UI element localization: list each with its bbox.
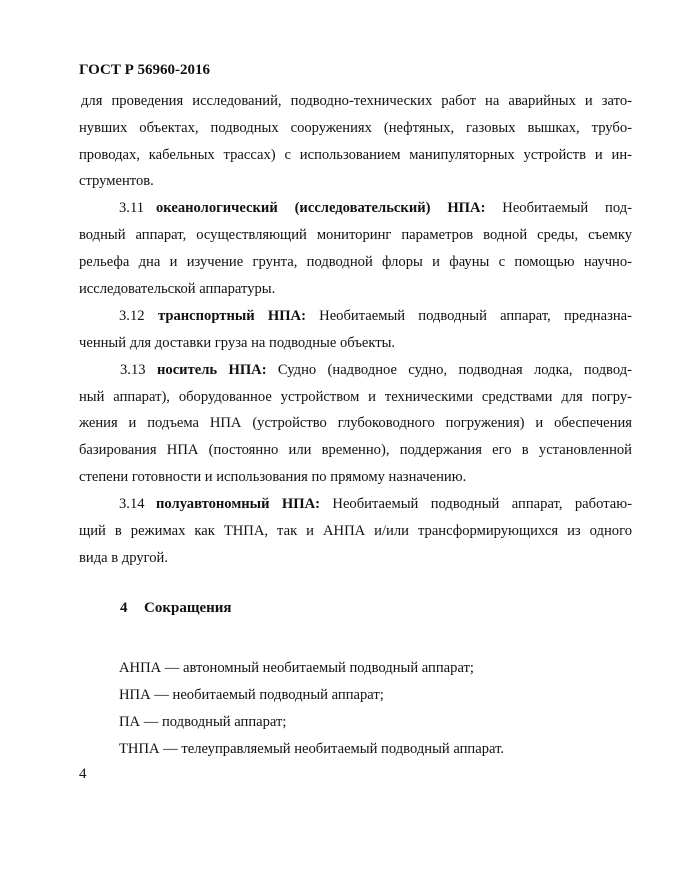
section-number: 4	[120, 600, 128, 616]
paragraph-line: водный аппарат, осуществляющий мониторинг параметров водной среды, съемку	[79, 227, 632, 243]
definition-3-14	[119, 495, 632, 513]
paragraph-line: для проведения исследований, подводно-технических работ на аварийных и зато-	[81, 93, 632, 109]
paragraph-line: нувших объектах, подводных сооружениях (нефтяных, газовых вышках, трубо-	[79, 120, 632, 136]
abbreviation-item: ТНПА — телеуправляемый необитаемый подводный аппарат.	[119, 741, 505, 757]
definition-first-line	[157, 361, 632, 379]
paragraph-line: исследовательской аппаратуры.	[79, 281, 276, 297]
paragraph-line: базирования НПА (постоянно или временно), поддержания его в установленной	[79, 442, 632, 458]
paragraph-line: щий в режимах как ТНПА, так и АНПА и/или трансформирующихся из одного	[79, 523, 632, 539]
abbreviation-item: ПА — подводный аппарат;	[119, 714, 287, 730]
definition-3-13	[120, 361, 632, 379]
section-heading	[120, 600, 232, 617]
paragraph-line: вида в другой.	[79, 550, 168, 566]
document-header: ГОСТ Р 56960-2016	[79, 62, 211, 78]
clause-number: 3.14	[119, 496, 145, 512]
defined-term: носитель НПА:	[157, 362, 267, 378]
clause-number: 3.13	[120, 362, 146, 378]
definition-first-line	[158, 307, 632, 325]
definition-first-line	[156, 495, 632, 513]
definition-text: Необитаемый подводный аппарат, предназна-	[305, 308, 632, 324]
paragraph-line: ный аппарат), оборудованное устройством и техническими средствами для погру-	[79, 389, 632, 405]
clause-number: 3.12	[119, 308, 145, 324]
definition-3-11	[119, 199, 632, 217]
abbreviation-item: НПА — необитаемый подводный аппарат;	[119, 687, 384, 703]
clause-number: 3.11	[119, 200, 144, 216]
section-title: Сокращения	[144, 600, 232, 616]
definition-text: Судно (надводное судно, подводная лодка, подвод-	[266, 362, 632, 378]
defined-term: транспортный НПА:	[158, 308, 306, 324]
defined-term: полуавтономный НПА:	[156, 496, 320, 512]
paragraph-line: струментов.	[79, 173, 154, 189]
definition-first-line	[156, 199, 632, 217]
definition-3-12	[119, 307, 632, 325]
paragraph-line: проводах, кабельных трассах) с использованием манипуляторных устройств и ин-	[79, 147, 632, 163]
defined-term: океанологический (исследовательский) НПА:	[156, 200, 486, 216]
definition-text: Необитаемый под-	[485, 200, 632, 216]
page-number: 4	[79, 766, 87, 782]
paragraph-line: ченный для доставки груза на подводные объекты.	[79, 335, 396, 351]
paragraph-line: степени готовности и использования по прямому назначению.	[79, 469, 467, 485]
definition-text: Необитаемый подводный аппарат, работаю-	[320, 496, 632, 512]
paragraph-line: рельефа дна и изучение грунта, подводной флоры и фауны с помощью научно-	[79, 254, 632, 270]
paragraph-line: жения и подъема НПА (устройство глубоководного погружения) и обеспечения	[79, 415, 632, 431]
abbreviation-item: АНПА — автономный необитаемый подводный аппарат;	[119, 660, 474, 676]
